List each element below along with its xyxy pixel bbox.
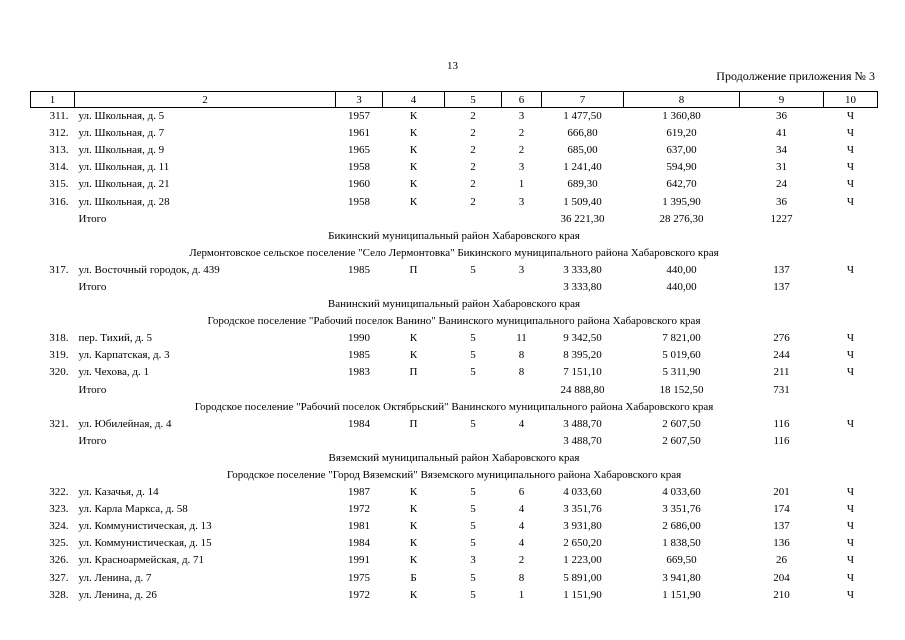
table-cell-col7: 3 488,70: [563, 434, 602, 447]
table-cell-col9: 116: [773, 434, 790, 447]
table-cell-col5: 5: [470, 349, 476, 362]
table-cell-col4: П: [409, 263, 418, 276]
table-cell-col9: 31: [776, 161, 787, 174]
table-cell-col1: 319.: [49, 349, 69, 362]
table-cell-col3: 1958: [348, 161, 370, 174]
table-row: [31, 433, 878, 450]
table-cell-col4: К: [409, 554, 418, 567]
table-row: [31, 518, 878, 535]
table-cell-col6: 3: [518, 263, 525, 276]
table-cell-col9: 276: [773, 332, 790, 345]
table-cell-col9: 36: [776, 195, 787, 208]
table-cell-col9: 204: [773, 571, 790, 584]
table-cell-col4: К: [409, 161, 418, 174]
table-cell-col7: 666,80: [567, 127, 598, 140]
table-cell-col1: 316.: [49, 195, 69, 208]
table-cell-col10: Ч: [846, 144, 855, 157]
table-cell-col3: 1972: [348, 588, 370, 601]
table-cell-col3: [336, 211, 383, 228]
table-cell-col7: 1 477,50: [563, 110, 602, 123]
table-cell-col5: [445, 433, 502, 450]
column-header-10: 10: [824, 92, 878, 108]
table-cell-col8: 637,00: [666, 144, 697, 157]
table-cell-col5: 5: [470, 537, 476, 550]
table-cell-col8: 1 395,90: [662, 195, 701, 208]
table-cell-col4: К: [409, 178, 418, 191]
table-cell-col3: 1960: [348, 178, 370, 191]
table-cell-col9: 36: [776, 110, 787, 123]
section-heading: Лермонтовское сельское поселение "Село Лермонтовка" Бикинского муниципального района Хабаровского края: [189, 246, 719, 259]
table-cell-col4: [383, 433, 445, 450]
table-cell-col7: 1 509,40: [563, 195, 602, 208]
table-cell-col5: 5: [470, 417, 476, 430]
table-cell-col5: 5: [470, 332, 476, 345]
table-cell-col10: [824, 279, 878, 296]
table-cell-col3: 1981: [348, 520, 370, 533]
table-cell-col5: 5: [470, 263, 476, 276]
table-cell-col5: 5: [470, 588, 476, 601]
table-cell-col2: ул. Ленина, д. 26: [78, 588, 157, 601]
section-heading-row: [31, 467, 878, 484]
table-cell-col9: 41: [776, 127, 787, 140]
table-cell-col6: 11: [516, 332, 527, 345]
table-cell-col3: 1961: [348, 127, 370, 140]
table-cell-col7: 1 241,40: [563, 161, 602, 174]
table-cell-col4: [383, 382, 445, 399]
table-row: [31, 125, 878, 142]
table-cell-col2: ул. Казачья, д. 14: [78, 486, 159, 499]
table-cell-col10: Ч: [846, 554, 855, 567]
table-cell-col3: 1984: [348, 537, 370, 550]
table-cell-col7: 4 033,60: [563, 486, 602, 499]
table-row: [31, 364, 878, 381]
table-row: [31, 535, 878, 552]
table-row: [31, 159, 878, 176]
table-cell-col2: ул. Школьная, д. 21: [78, 178, 170, 191]
table-cell-col4: К: [409, 486, 418, 499]
table-cell-col2: ул. Школьная, д. 7: [78, 127, 165, 140]
table-cell-col10: Ч: [846, 178, 855, 191]
section-heading-row: [31, 245, 878, 262]
table-cell-col8: 642,70: [666, 178, 697, 191]
table-cell-col2: ул. Восточный городок, д. 439: [78, 263, 220, 276]
table-cell-col1: 323.: [49, 503, 69, 516]
table-cell-col9: 244: [773, 349, 790, 362]
table-cell-col9: 1227: [770, 212, 793, 225]
table-cell-col10: Ч: [846, 127, 855, 140]
table-cell-col2: ул. Школьная, д. 11: [78, 161, 170, 174]
table-cell-col5: 2: [470, 110, 476, 123]
table-cell-col3: 1957: [348, 110, 370, 123]
table-cell-col6: 2: [518, 554, 525, 567]
table-cell-col4: К: [409, 110, 418, 123]
column-header-5: 5: [445, 92, 502, 108]
table-cell-col6: 3: [518, 110, 525, 123]
table-cell-col10: Ч: [846, 537, 855, 550]
table-cell-col6: 4: [518, 417, 525, 430]
table-cell-col4: К: [409, 588, 418, 601]
table-cell-col8: 1 151,90: [662, 588, 701, 601]
table-cell-col6: 2: [518, 144, 525, 157]
table-cell-col9: 136: [773, 537, 790, 550]
table-cell-col10: Ч: [846, 588, 855, 601]
table-cell-col9: 201: [773, 486, 790, 499]
table-cell-col3: [336, 382, 383, 399]
table-cell-col8: 2 607,50: [662, 434, 701, 447]
table-cell-col9: 210: [773, 588, 790, 601]
table-row: [31, 416, 878, 433]
table-cell-col8: 2 607,50: [662, 417, 701, 430]
table-cell-col4: [383, 279, 445, 296]
table-cell-col2: ул. Коммунистическая, д. 13: [78, 520, 212, 533]
table-cell-col4: К: [409, 537, 418, 550]
table-cell-col1: 318.: [49, 332, 69, 345]
table-cell-col7: 36 221,30: [560, 212, 605, 225]
table-cell-col10: Ч: [846, 161, 855, 174]
table-cell-col3: 1958: [348, 195, 370, 208]
table-cell-col1: 328.: [49, 588, 69, 601]
table-cell-col1: 313.: [49, 144, 69, 157]
table-cell-col10: [824, 433, 878, 450]
table-cell-col9: 137: [773, 263, 790, 276]
column-header-1: 1: [31, 92, 75, 108]
page-number: 13: [447, 60, 458, 72]
table-cell-col2: Итого: [78, 212, 107, 225]
table-cell-col1: [31, 382, 75, 399]
table-cell-col5: 5: [470, 366, 476, 379]
table-cell-col3: [336, 433, 383, 450]
table-row: [31, 176, 878, 193]
table-cell-col7: 9 342,50: [563, 332, 602, 345]
table-row: [31, 382, 878, 399]
table-cell-col5: 3: [470, 554, 476, 567]
table-cell-col6: 8: [518, 366, 525, 379]
table-row: [31, 330, 878, 347]
continuation-label: Продолжение приложения № 3: [716, 69, 875, 83]
table-cell-col5: 5: [470, 503, 476, 516]
table-cell-col7: 7 151,10: [563, 366, 602, 379]
table-cell-col10: [824, 211, 878, 228]
table-cell-col4: П: [409, 417, 418, 430]
table-cell-col9: 174: [773, 503, 790, 516]
table-cell-col3: 1983: [348, 366, 370, 379]
table-cell-col5: [445, 279, 502, 296]
table-row: [31, 262, 878, 279]
table-cell-col7: 689,30: [567, 178, 598, 191]
column-header-3: 3: [336, 92, 383, 108]
section-heading-row: [31, 313, 878, 330]
column-header-4: 4: [383, 92, 445, 108]
table-cell-col7: 5 891,00: [563, 571, 602, 584]
table-cell-col1: 326.: [49, 554, 69, 567]
table-cell-col5: 5: [470, 571, 476, 584]
table-cell-col3: 1972: [348, 503, 370, 516]
table-cell-col10: Ч: [846, 571, 855, 584]
table-cell-col2: ул. Ленина, д. 7: [78, 571, 152, 584]
table-cell-col4: К: [409, 332, 418, 345]
table-cell-col10: Ч: [846, 366, 855, 379]
table-cell-col10: Ч: [846, 417, 855, 430]
table-cell-col9: 24: [776, 178, 787, 191]
table-cell-col1: [31, 433, 75, 450]
table-cell-col9: 211: [773, 366, 790, 379]
table-row: [31, 279, 878, 296]
table-cell-col10: Ч: [846, 332, 855, 345]
table-cell-col6: 4: [518, 520, 525, 533]
table-cell-col7: 685,00: [567, 144, 598, 157]
table-cell-col5: 2: [470, 127, 476, 140]
table-cell-col2: пер. Тихий, д. 5: [78, 332, 152, 345]
table-cell-col3: 1990: [348, 332, 370, 345]
table-cell-col3: 1984: [348, 417, 370, 430]
table-cell-col9: 137: [773, 520, 790, 533]
table-row: [31, 347, 878, 364]
table-cell-col8: 1 360,80: [662, 110, 701, 123]
table-cell-col2: ул. Коммунистическая, д. 15: [78, 537, 212, 550]
table-cell-col1: 314.: [49, 161, 69, 174]
table-cell-col2: ул. Школьная, д. 9: [78, 144, 165, 157]
table-cell-col6: [502, 279, 542, 296]
table-row: [31, 587, 878, 604]
table-row: [31, 193, 878, 210]
table-cell-col1: 324.: [49, 520, 69, 533]
table-cell-col1: 321.: [49, 417, 69, 430]
table-cell-col4: П: [409, 366, 418, 379]
table-cell-col5: 2: [470, 161, 476, 174]
table-cell-col8: 28 276,30: [659, 212, 704, 225]
section-heading: Бикинский муниципальный район Хабаровского края: [328, 229, 580, 242]
table-cell-col8: 619,20: [666, 127, 697, 140]
table-cell-col4: К: [409, 503, 418, 516]
table-cell-col7: 3 333,80: [563, 263, 602, 276]
table-cell-col1: [31, 279, 75, 296]
table-cell-col7: 3 931,80: [563, 520, 602, 533]
table-cell-col3: 1965: [348, 144, 370, 157]
table-cell-col2: ул. Карла Маркса, д. 58: [78, 503, 188, 516]
table-cell-col4: К: [409, 349, 418, 362]
table-cell-col6: [502, 382, 542, 399]
table-body: [31, 108, 878, 604]
table-cell-col8: 669,50: [666, 554, 697, 567]
table-cell-col8: 440,00: [666, 263, 697, 276]
table-cell-col1: 322.: [49, 486, 69, 499]
table-cell-col1: 315.: [49, 178, 69, 191]
table-cell-col3: 1975: [348, 571, 370, 584]
table-cell-col7: 3 333,80: [563, 280, 602, 293]
column-header-6: 6: [502, 92, 542, 108]
table-cell-col7: 3 488,70: [563, 417, 602, 430]
table-cell-col7: 3 351,76: [563, 503, 602, 516]
table-cell-col6: 8: [518, 571, 525, 584]
table-cell-col9: 26: [776, 554, 787, 567]
table-cell-col8: 3 351,76: [662, 503, 701, 516]
table-cell-col9: 34: [776, 144, 787, 157]
table-cell-col8: 5 019,60: [662, 349, 701, 362]
table-cell-col1: 325.: [49, 537, 69, 550]
table-cell-col7: 24 888,80: [560, 383, 605, 396]
table-cell-col4: [383, 211, 445, 228]
table-row: [31, 501, 878, 518]
table-cell-col6: 1: [518, 178, 525, 191]
column-header-2: 2: [75, 92, 336, 108]
table-cell-col10: Ч: [846, 110, 855, 123]
table-cell-col10: Ч: [846, 520, 855, 533]
table-cell-col6: 1: [518, 588, 525, 601]
column-header-9: 9: [740, 92, 824, 108]
table-cell-col9: 137: [773, 280, 790, 293]
section-heading: Ванинский муниципальный район Хабаровского края: [327, 298, 581, 311]
table-cell-col10: Ч: [846, 349, 855, 362]
table-cell-col3: 1985: [348, 349, 370, 362]
table-row: [31, 552, 878, 569]
table-row: [31, 142, 878, 159]
table-cell-col5: 2: [470, 178, 476, 191]
section-heading: Городское поселение "Рабочий поселок Октябрьский" Ванинского муниципального района Хабаровского края: [194, 400, 714, 413]
table-cell-col5: [445, 211, 502, 228]
table-cell-col5: 2: [470, 195, 476, 208]
table-header-row: [31, 92, 878, 108]
table-cell-col4: Б: [410, 571, 417, 584]
table-cell-col7: 1 151,90: [563, 588, 602, 601]
section-heading-row: [31, 450, 878, 467]
table-row: [31, 570, 878, 587]
table-cell-col2: Итого: [78, 434, 107, 447]
table-row: [31, 211, 878, 228]
column-header-7: 7: [542, 92, 624, 108]
table-cell-col2: ул. Школьная, д. 28: [78, 195, 170, 208]
table-cell-col6: [502, 433, 542, 450]
table-cell-col4: К: [409, 127, 418, 140]
table-cell-col6: 2: [518, 127, 525, 140]
table-cell-col3: 1991: [348, 554, 370, 567]
table-cell-col8: 1 838,50: [662, 537, 701, 550]
table-cell-col2: ул. Карпатская, д. 3: [78, 349, 170, 362]
table-cell-col2: ул. Школьная, д. 5: [78, 110, 165, 123]
table-cell-col8: 594,90: [666, 161, 697, 174]
table-cell-col4: К: [409, 195, 418, 208]
table-cell-col6: 6: [518, 486, 525, 499]
section-heading-row: [31, 399, 878, 416]
table-row: [31, 484, 878, 501]
table-cell-col1: 327.: [49, 571, 69, 584]
table-cell-col2: Итого: [78, 383, 107, 396]
table-cell-col6: 4: [518, 537, 525, 550]
table-cell-col1: 311.: [49, 110, 69, 123]
table-cell-col2: Итого: [78, 280, 107, 293]
table-cell-col1: 317.: [49, 263, 69, 276]
table-cell-col5: [445, 382, 502, 399]
table-cell-col8: 3 941,80: [662, 571, 701, 584]
table-cell-col2: ул. Юбилейная, д. 4: [78, 417, 172, 430]
table-cell-col5: 2: [470, 144, 476, 157]
table-cell-col10: Ч: [846, 486, 855, 499]
table-cell-col3: 1987: [348, 486, 370, 499]
table-cell-col8: 7 821,00: [662, 332, 701, 345]
table-cell-col5: 5: [470, 520, 476, 533]
table-cell-col4: К: [409, 144, 418, 157]
table-cell-col8: 4 033,60: [662, 486, 701, 499]
table-cell-col8: 18 152,50: [659, 383, 704, 396]
section-heading-row: [31, 296, 878, 313]
table-cell-col7: 2 650,20: [563, 537, 602, 550]
table-cell-col1: 312.: [49, 127, 69, 140]
table-cell-col6: 3: [518, 195, 525, 208]
table-cell-col6: 8: [518, 349, 525, 362]
table-cell-col10: Ч: [846, 263, 855, 276]
table-cell-col10: [824, 382, 878, 399]
section-heading: Вяземский муниципальный район Хабаровского края: [328, 451, 580, 464]
table-cell-col9: 731: [773, 383, 790, 396]
table-cell-col8: 440,00: [666, 280, 697, 293]
table-cell-col4: К: [409, 520, 418, 533]
table-cell-col10: Ч: [846, 195, 855, 208]
table-cell-col5: 5: [470, 486, 476, 499]
housing-table: [30, 91, 878, 604]
table-cell-col7: 8 395,20: [563, 349, 602, 362]
section-heading-row: [31, 228, 878, 245]
table-cell-col6: [502, 211, 542, 228]
table-cell-col6: 4: [518, 503, 525, 516]
section-heading: Городское поселение "Рабочий поселок Ванино" Ванинского муниципального района Хабаровского края: [207, 315, 701, 328]
table-cell-col3: 1985: [348, 263, 370, 276]
table-cell-col1: 320.: [49, 366, 69, 379]
table-cell-col8: 5 311,90: [662, 366, 701, 379]
table-cell-col2: ул. Чехова, д. 1: [78, 366, 150, 379]
table-cell-col1: [31, 211, 75, 228]
table-cell-col7: 1 223,00: [563, 554, 602, 567]
table-cell-col3: [336, 279, 383, 296]
column-header-8: 8: [624, 92, 740, 108]
table-cell-col8: 2 686,00: [662, 520, 701, 533]
table-cell-col9: 116: [773, 417, 790, 430]
table-cell-col2: ул. Красноармейская, д. 71: [78, 554, 205, 567]
table-cell-col10: Ч: [846, 503, 855, 516]
table-cell-col6: 3: [518, 161, 525, 174]
section-heading: Городское поселение "Город Вяземский" Вяземского муниципального района Хабаровского края: [226, 469, 682, 482]
table-row: [31, 108, 878, 126]
